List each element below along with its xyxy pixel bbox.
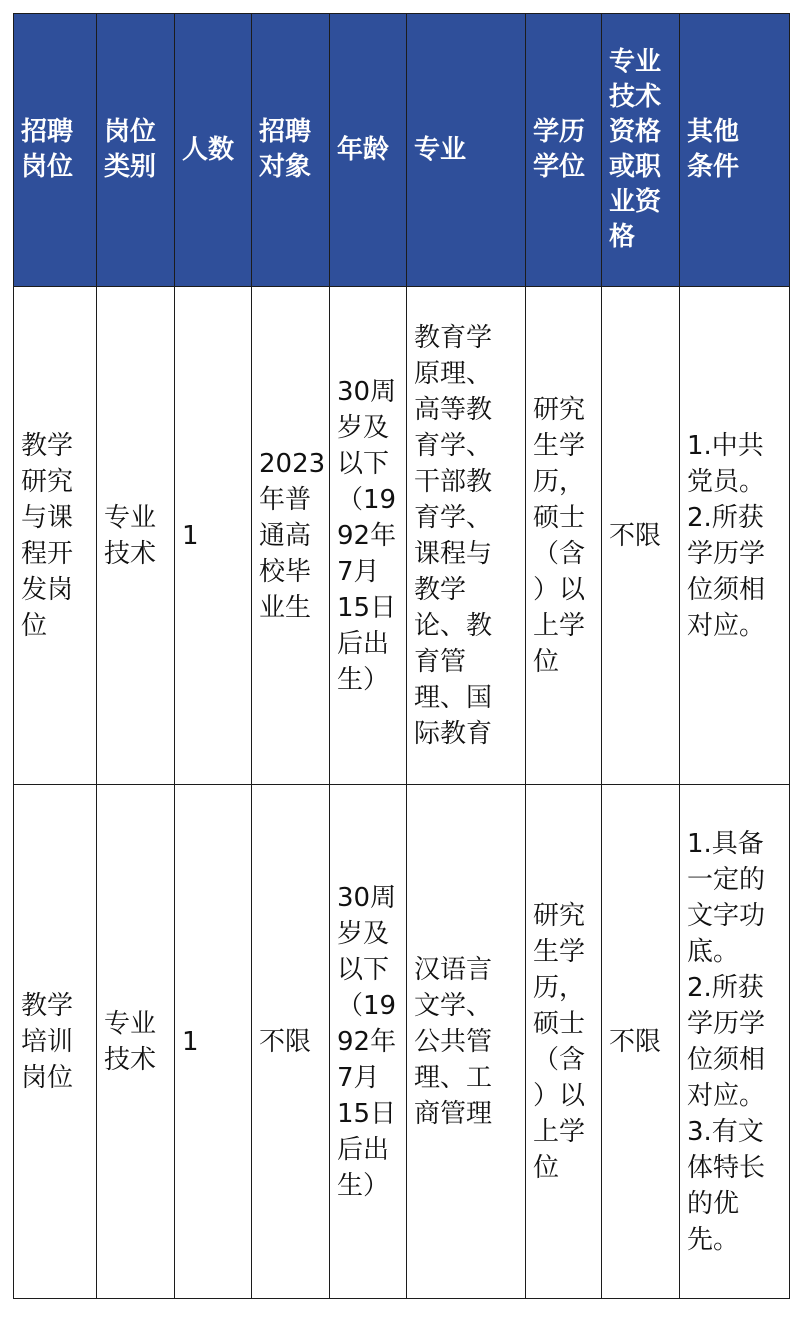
cell-qualification: 不限 (602, 785, 680, 1299)
header-other: 其他 条件 (680, 14, 790, 287)
cell-position: 教学 培训 岗位 (14, 785, 97, 1299)
cell-position: 教学 研究 与课 程开 发岗 位 (14, 287, 97, 785)
header-education: 学历 学位 (526, 14, 602, 287)
header-qualification: 专业 技术 资格 或职 业资 格 (602, 14, 680, 287)
table-row (14, 287, 790, 785)
table-row (14, 785, 790, 1299)
header-major: 专业 (407, 14, 526, 287)
cell-education: 研究 生学 历， 硕士 （含 ）以 上学 位 (526, 287, 602, 785)
cell-major: 教育学 原理、 高等教 育学、 干部教 育学、 课程与 教学 论、教 育管 理、国 际教育 (407, 287, 526, 785)
cell-other: 1.具备 一定的 文字功 底。 2.所获 学历学 位须相 对应。 3.有文 体特长 的优 先。 (680, 785, 790, 1299)
cell-count: 1 (175, 287, 252, 785)
header-target: 招聘 对象 (252, 14, 330, 287)
header-count: 人数 (175, 14, 252, 287)
cell-age: 30周 岁及 以下 （19 92年 7月 15日 后出 生） (330, 785, 407, 1299)
header-category: 岗位 类别 (97, 14, 175, 287)
cell-education: 研究 生学 历， 硕士 （含 ）以 上学 位 (526, 785, 602, 1299)
cell-target: 2023 年普 通高 校毕 业生 (252, 287, 330, 785)
cell-category: 专业 技术 (97, 785, 175, 1299)
cell-category: 专业 技术 (97, 287, 175, 785)
recruitment-table (13, 13, 790, 1299)
cell-count: 1 (175, 785, 252, 1299)
table-header-row (14, 14, 790, 287)
cell-major: 汉语言 文学、 公共管 理、工 商管理 (407, 785, 526, 1299)
cell-qualification: 不限 (602, 287, 680, 785)
cell-target: 不限 (252, 785, 330, 1299)
header-age: 年龄 (330, 14, 407, 287)
cell-age: 30周 岁及 以下 （19 92年 7月 15日 后出 生） (330, 287, 407, 785)
header-position: 招聘 岗位 (14, 14, 97, 287)
cell-other: 1.中共 党员。 2.所获 学历学 位须相 对应。 (680, 287, 790, 785)
